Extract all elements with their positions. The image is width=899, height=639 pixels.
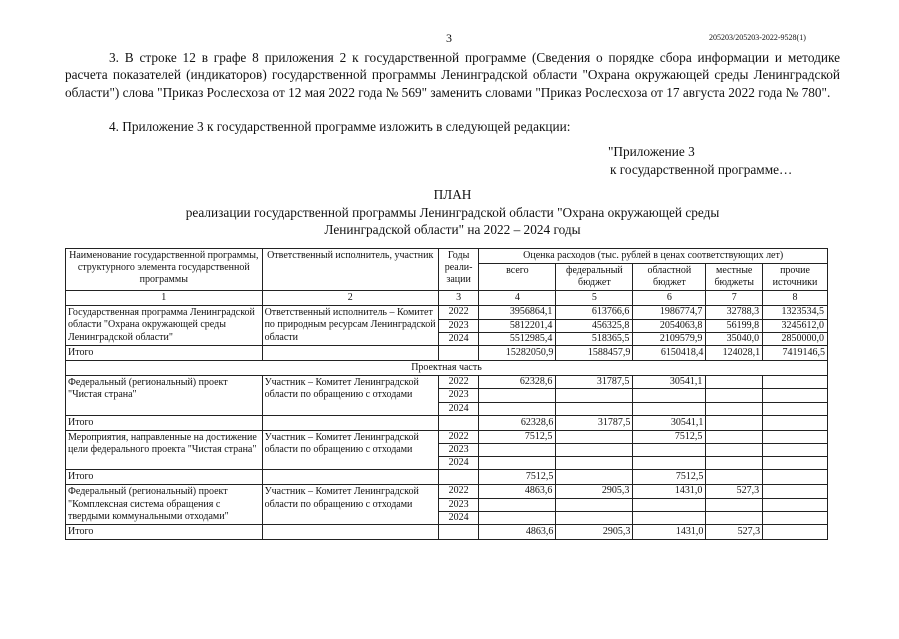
paragraph-4: 4. Приложение 3 к государственной программе изложить в следующей редакции: [109, 119, 571, 134]
value-federal: 31787,5 [596, 376, 630, 388]
total-federal [556, 470, 633, 485]
appendix-line-1: "Приложение 3 [608, 144, 695, 159]
value-years: 2022 [448, 430, 469, 442]
row-executor: Участник – Комитет Ленинградской области по обращению с отходами [262, 430, 438, 470]
header-total: всего [479, 264, 556, 291]
cell-other [763, 306, 828, 346]
cell-years [438, 430, 479, 470]
cell-regional [633, 306, 706, 346]
cell-total [479, 376, 556, 416]
value-federal: 518365,5 [556, 332, 632, 345]
value-federal: 613766,6 [591, 306, 630, 318]
total-label: Итого [66, 345, 263, 360]
header-local: местные бюджеты [706, 264, 763, 291]
total-total: 4863,6 [479, 525, 556, 540]
cell-federal [556, 306, 633, 346]
value-other: 3245612,0 [763, 319, 827, 332]
value-years: 2024 [439, 332, 479, 345]
value-total: 5812201,4 [479, 319, 555, 332]
row-name: Федеральный (региональный) проект "Чистая страна" [66, 376, 263, 416]
table-row [66, 430, 828, 470]
cell-federal [556, 376, 633, 416]
col-number: 7 [706, 291, 763, 306]
value-other [763, 376, 827, 388]
value-other [763, 388, 827, 401]
value-federal [556, 511, 632, 524]
cell-other [763, 430, 828, 470]
value-federal: 456325,8 [556, 319, 632, 332]
total-blank [262, 525, 438, 540]
total-row [66, 525, 828, 540]
value-other [763, 402, 827, 415]
value-years: 2023 [439, 319, 479, 332]
value-federal [556, 402, 632, 415]
value-other [763, 498, 827, 511]
header-row [66, 249, 828, 264]
value-other [763, 511, 827, 524]
value-local [706, 388, 762, 401]
value-federal [556, 431, 632, 443]
value-local: 32788,3 [726, 306, 760, 318]
cell-local [706, 376, 763, 416]
row-executor: Участник – Комитет Ленинградской области по обращению с отходами [262, 485, 438, 525]
value-years: 2023 [439, 388, 479, 401]
total-federal: 1588457,9 [556, 345, 633, 360]
value-total [479, 402, 555, 415]
value-total [479, 443, 555, 456]
table-row [66, 376, 828, 416]
total-regional: 7512,5 [633, 470, 706, 485]
col-number: 8 [763, 291, 828, 306]
row-name: Государственная программа Ленинградской области "Охрана окружающей среды Ленинградской области" [66, 306, 263, 346]
total-blank [438, 525, 479, 540]
appendix-line-2: к государственной программе… [610, 161, 793, 177]
paragraph-3-text: 3. В строке 12 в графе 8 приложения 2 к государственной программе (Сведения о порядке сбора информации и методике расчета показателей (индикаторов) государственной программы Ленинградской области "Охрана окружающей среды Ленинградской области") слова "Приказ Рослесхоза от 12 мая 2022 года № 569" заменить словами "Приказ Рослесхоза от 17 августа 2022 года № 780". [65, 50, 840, 100]
value-regional: 2109579,9 [633, 332, 705, 345]
total-row [66, 345, 828, 360]
total-total: 15282050,9 [479, 345, 556, 360]
total-regional: 30541,1 [633, 415, 706, 430]
value-local [706, 431, 762, 443]
total-other [763, 470, 828, 485]
value-local [706, 456, 762, 469]
header-years: Годы реали-зации [438, 249, 479, 291]
cell-local [706, 306, 763, 346]
total-other [763, 525, 828, 540]
value-local: 56199,8 [706, 319, 762, 332]
cell-regional [633, 376, 706, 416]
value-years: 2024 [439, 402, 479, 415]
plan-subtitle-1: реализации государственной программы Ленинградской области "Охрана окружающей среды [185, 204, 720, 220]
value-local [706, 402, 762, 415]
value-regional [633, 443, 705, 456]
total-blank [262, 415, 438, 430]
total-regional: 1431,0 [633, 525, 706, 540]
value-federal [556, 388, 632, 401]
header-other: прочие источники [763, 264, 828, 291]
cell-other [763, 376, 828, 416]
value-regional: 30541,1 [669, 376, 703, 388]
total-federal: 2905,3 [556, 525, 633, 540]
value-local [706, 443, 762, 456]
value-regional: 1431,0 [674, 485, 703, 497]
plan-table [65, 248, 828, 540]
value-total: 5512985,4 [479, 332, 555, 345]
table-row [66, 306, 828, 346]
value-regional [633, 511, 705, 524]
total-local: 124028,1 [706, 345, 763, 360]
value-total: 7512,5 [524, 430, 553, 442]
value-federal [556, 498, 632, 511]
value-other [763, 431, 827, 443]
value-federal [556, 443, 632, 456]
cell-federal [556, 485, 633, 525]
cell-local [706, 485, 763, 525]
col-number: 5 [556, 291, 633, 306]
cell-local [706, 430, 763, 470]
cell-regional [633, 485, 706, 525]
total-blank [438, 415, 479, 430]
value-other [763, 485, 827, 497]
row-name: Мероприятия, направленные на достижение цели федерального проекта "Чистая страна" [66, 430, 263, 470]
cell-regional [633, 430, 706, 470]
total-blank [438, 345, 479, 360]
total-regional: 6150418,4 [633, 345, 706, 360]
value-total [479, 511, 555, 524]
value-local [706, 376, 762, 388]
total-total: 62328,6 [479, 415, 556, 430]
appendix-label [608, 143, 792, 178]
cell-years [438, 306, 479, 346]
total-other: 7419146,5 [763, 345, 828, 360]
value-regional [633, 402, 705, 415]
cell-total [479, 306, 556, 346]
value-local: 35040,0 [706, 332, 762, 345]
value-years: 2023 [439, 443, 479, 456]
value-other [763, 443, 827, 456]
value-federal [556, 456, 632, 469]
value-other [763, 456, 827, 469]
col-number: 1 [66, 291, 263, 306]
plan-heading [65, 186, 840, 239]
value-other: 1323534,5 [781, 306, 824, 318]
value-regional: 1986774,7 [659, 306, 703, 318]
col-number: 6 [633, 291, 706, 306]
value-other: 2850000,0 [763, 332, 827, 345]
total-blank [438, 470, 479, 485]
value-total: 4863,6 [524, 485, 553, 497]
row-executor: Ответственный исполнитель – Комитет по природным ресурсам Ленинградской области [262, 306, 438, 346]
value-regional [633, 388, 705, 401]
row-name: Федеральный (региональный) проект "Комплексная система обращения с твердыми коммунальными отходами" [66, 485, 263, 525]
total-other [763, 415, 828, 430]
value-local [706, 511, 762, 524]
value-years: 2022 [448, 306, 469, 318]
total-federal: 31787,5 [556, 415, 633, 430]
cell-years [438, 485, 479, 525]
value-regional: 2054063,8 [633, 319, 705, 332]
total-local [706, 470, 763, 485]
col-number: 3 [438, 291, 479, 306]
header-federal: федеральный бюджет [556, 264, 633, 291]
section-row [66, 361, 828, 376]
value-regional [633, 498, 705, 511]
value-total: 3956864,1 [509, 306, 553, 318]
total-label: Итого [66, 525, 263, 540]
header-executor: Ответственный исполнитель, участник [262, 249, 438, 291]
cell-total [479, 430, 556, 470]
cell-federal [556, 430, 633, 470]
total-label: Итого [66, 470, 263, 485]
total-local [706, 415, 763, 430]
header-estimate: Оценка расходов (тыс. рублей в ценах соответствующих лет) [479, 249, 828, 264]
value-regional [633, 456, 705, 469]
section-title: Проектная часть [66, 361, 828, 376]
value-years: 2023 [439, 498, 479, 511]
header-name: Наименование государственной программы, структурного элемента государственной программы [66, 249, 263, 291]
table-row [66, 485, 828, 525]
total-blank [262, 470, 438, 485]
value-years: 2024 [439, 511, 479, 524]
total-label: Итого [66, 415, 263, 430]
value-total [479, 498, 555, 511]
value-regional: 7512,5 [674, 430, 703, 442]
total-blank [262, 345, 438, 360]
total-row [66, 470, 828, 485]
col-number: 4 [479, 291, 556, 306]
value-years: 2022 [448, 376, 469, 388]
value-total [479, 388, 555, 401]
cell-total [479, 485, 556, 525]
total-total: 7512,5 [479, 470, 556, 485]
total-local: 527,3 [706, 525, 763, 540]
page-number: 3 [446, 31, 452, 45]
value-total: 62328,6 [519, 376, 553, 388]
column-numbers-row [66, 291, 828, 306]
row-executor: Участник – Комитет Ленинградской области по обращению с отходами [262, 376, 438, 416]
value-years: 2024 [439, 456, 479, 469]
document-id: 205203/205203-2022-9528(1) [709, 33, 806, 42]
cell-other [763, 485, 828, 525]
header-regional: областной бюджет [633, 264, 706, 291]
plan-title: ПЛАН [433, 187, 472, 202]
value-years: 2022 [448, 485, 469, 497]
value-federal: 2905,3 [601, 485, 630, 497]
value-local [706, 498, 762, 511]
value-local: 527,3 [736, 485, 760, 497]
total-row [66, 415, 828, 430]
col-number: 2 [262, 291, 438, 306]
paragraph-3 [65, 49, 840, 101]
cell-years [438, 376, 479, 416]
plan-subtitle-2: Ленинградской области" на 2022 – 2024 годы [324, 222, 581, 237]
value-total [479, 456, 555, 469]
